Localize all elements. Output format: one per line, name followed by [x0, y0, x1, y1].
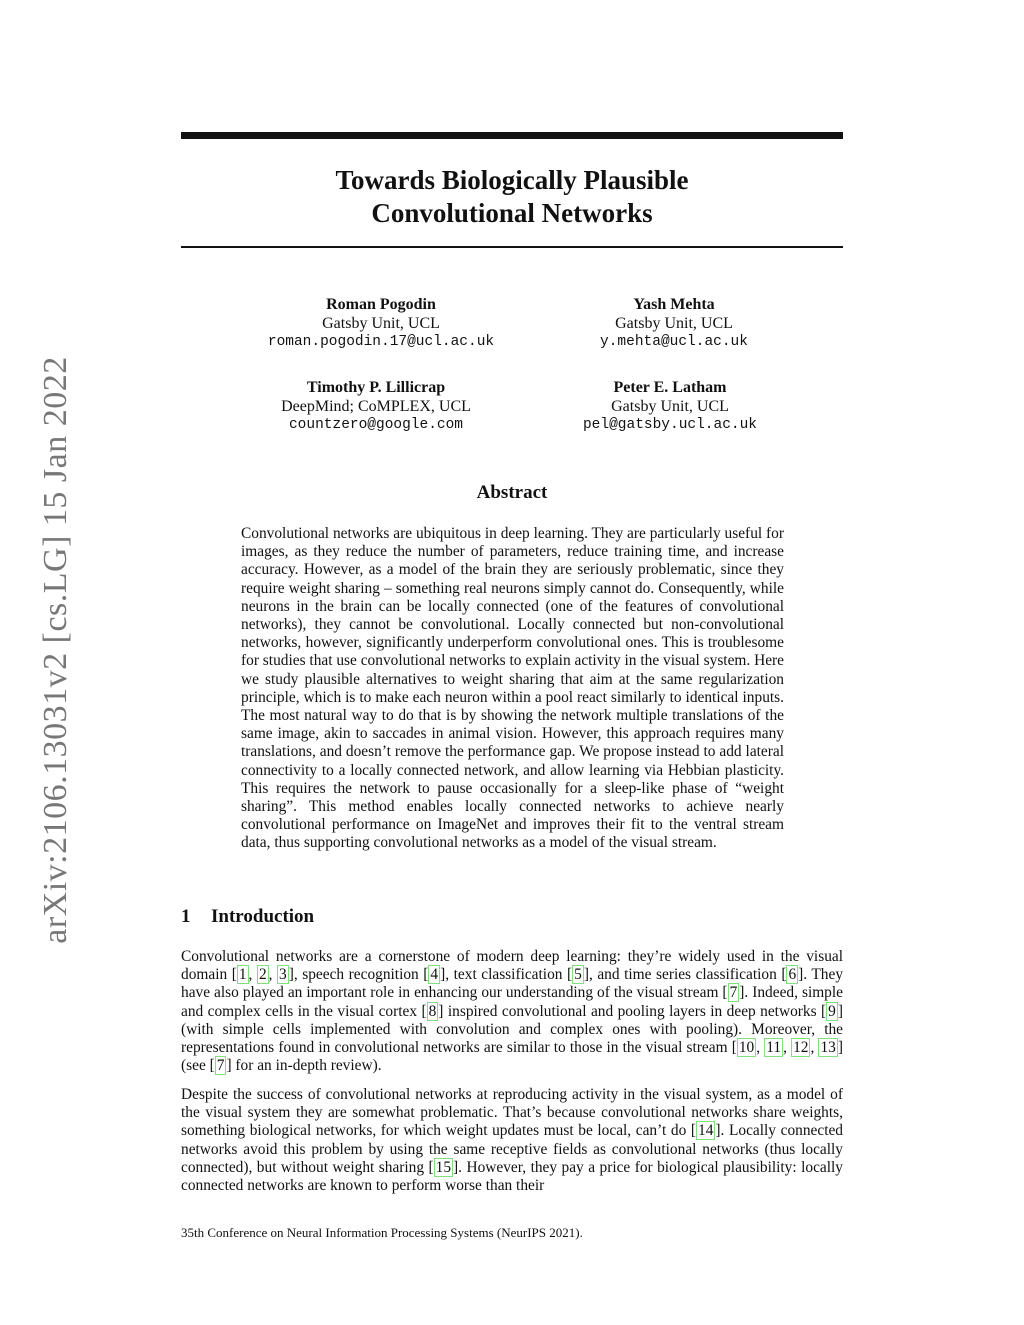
author-block	[231, 296, 531, 352]
text-run: ]. Indeed, simple and complex cells in the visual cortex [	[181, 984, 843, 1020]
text-run: ], speech recognition [	[288, 966, 429, 984]
author-affiliation: Gatsby Unit, UCL	[615, 314, 733, 332]
citation-link[interactable]: 11	[766, 1039, 782, 1057]
title-line-1: Towards Biologically Plausible	[335, 165, 689, 195]
title-line-2: Convolutional Networks	[371, 198, 653, 228]
text-run: ] for an in-depth review).	[226, 1057, 382, 1075]
abstract-text: Convolutional networks are ubiquitous in deep learning. They are particularly useful for images, as they reduce the number of parameters, reduce training time, and increase accuracy. However, as a model of the brain they are seriously problematic, since they require weight sharing – something real neurons simply cannot do. Consequently, while neurons in the brain can be locally connected (one of the features of convolutional networks), they cannot be convolutional. Locally connected but non-convolutional networks, however, significantly underperform convolutional ones. This is troublesome for studies that use convolutional networks to explain activity in the visual system. Here we study plausible alternatives to weight sharing that aim at the same regularization principle, which is to make each neuron within a pool react similarly to identical inputs. The most natural way to do that is by showing the network multiple translations of the same image, akin to saccades in animal vision. However, this approach requires many translations, and doesn’t remove the performance gap. We propose instead to add lateral connectivity to a locally connected network, and allow learning via Hebbian plasticity. This requires the network to pause occasionally for a sleep-like phase of “weight sharing”. This method enables locally connected networks to achieve nearly convolutional performance on ImageNet and improves their fit to the ventral stream data, thus supporting convolutional networks as a model of the visual stream.	[241, 525, 784, 852]
citation-link[interactable]: 2	[258, 966, 267, 984]
author-name: Roman Pogodin	[326, 296, 436, 313]
title-rule-bottom	[181, 246, 843, 248]
text-run: ]. Locally connected networks avoid this problem by using the same receptive fields as convolutional networks (thus locally connected), but without weight sharing [	[181, 1122, 843, 1176]
citation-link[interactable]: 12	[793, 1039, 809, 1057]
author-email: countzero@google.com	[288, 417, 464, 433]
author-affiliation: DeepMind; CoMPLEX, UCL	[281, 397, 471, 415]
text-run: ] inspired convolutional and pooling layers in deep networks [	[438, 1002, 827, 1020]
text-run: ]. However, they pay a price for biological plausibility: locally connected networks are known to perform worse than their	[181, 1158, 843, 1195]
paper-title	[181, 164, 843, 230]
arxiv-stamp: arXiv:2106.13031v2 [cs.LG] 15 Jan 2022	[37, 356, 74, 944]
author-name: Yash Mehta	[633, 296, 715, 313]
citation-link[interactable]: 13	[820, 1039, 836, 1057]
abstract-heading: Abstract	[476, 482, 548, 503]
title-rule-top	[181, 132, 843, 139]
text-run: Despite the success of convolutional networks at reproducing activity in the visual system, as a model of the visual system they are somewhat problematic. That’s because convolutional networks share weights, something biological networks, for which weight updates must be local, can’t do [	[181, 1086, 843, 1140]
citation-link[interactable]: 8	[428, 1002, 437, 1020]
section-heading	[181, 906, 314, 928]
text-run: ], and time series classification [	[583, 966, 787, 984]
citation-link[interactable]: 15	[435, 1158, 452, 1176]
author-email: y.mehta@ucl.ac.uk	[600, 334, 748, 350]
citation-link[interactable]: 3	[279, 966, 287, 984]
text-run: Convolutional networks are a cornerstone of modern deep learning: they’re widely used in the visual domain [	[181, 948, 843, 984]
author-name: Peter E. Latham	[613, 379, 727, 396]
text-run: ], text classification [	[440, 966, 573, 984]
citation-link[interactable]: 10	[738, 1039, 755, 1057]
citation-link[interactable]: 7	[729, 984, 738, 1002]
text-run: ] (with simple cells implemented with convolution and complex ones with pooling). Moreover, the representations found in convolutional networks are similar to those in the visual stream [	[181, 1002, 843, 1057]
citation-link[interactable]: 14	[698, 1122, 714, 1140]
text-run: ]. They have also played an important role in enhancing our understanding of the visual stream [	[181, 966, 844, 1002]
text-run: ] (see [	[181, 1039, 844, 1075]
author-name: Timothy P. Lillicrap	[306, 379, 446, 396]
citation-link[interactable]: 7	[216, 1057, 225, 1075]
author-affiliation: Gatsby Unit, UCL	[611, 397, 729, 415]
section-title: Introduction	[211, 906, 315, 927]
author-block	[524, 296, 824, 352]
intro-paragraph-1: Convolutional networks are a cornerstone of modern deep learning: they’re widely used in the visual domain [ 1 , 2 , 3 ], speech recognition [ 4 ], text classification [ 5 ], and time series classification [ 6 ]. They have also played an important role in enhancing our understanding of the visual stream [ 7 ]. Indeed, simple and complex cells in the visual cortex [ 8 ] inspired convolutional and pooling layers in deep networks [ 9 ] (with simple cells implemented with convolution and complex ones with pooling). Moreover, the representations found in convolutional networks are similar to those in the visual stream [ 10 , 11 , 12 , 13 ] (see [ 7 ] for an in-depth review).	[181, 948, 844, 1075]
intro-paragraph-2	[181, 1086, 843, 1195]
citation-link[interactable]: 4	[430, 966, 439, 984]
author-block	[226, 379, 526, 435]
author-block	[520, 379, 820, 435]
citation-link[interactable]: 6	[788, 966, 797, 984]
citation-link[interactable]: 5	[574, 966, 582, 984]
section-number: 1	[181, 906, 191, 927]
author-email: roman.pogodin.17@ucl.ac.uk	[267, 334, 495, 350]
citation-link[interactable]: 1	[238, 966, 247, 984]
author-affiliation: Gatsby Unit, UCL	[322, 314, 440, 332]
author-email: pel@gatsby.ucl.ac.uk	[582, 417, 758, 433]
conference-footnote: 35th Conference on Neural Information Processing Systems (NeurIPS 2021).	[181, 1225, 583, 1240]
citation-link[interactable]: 9	[828, 1002, 836, 1020]
